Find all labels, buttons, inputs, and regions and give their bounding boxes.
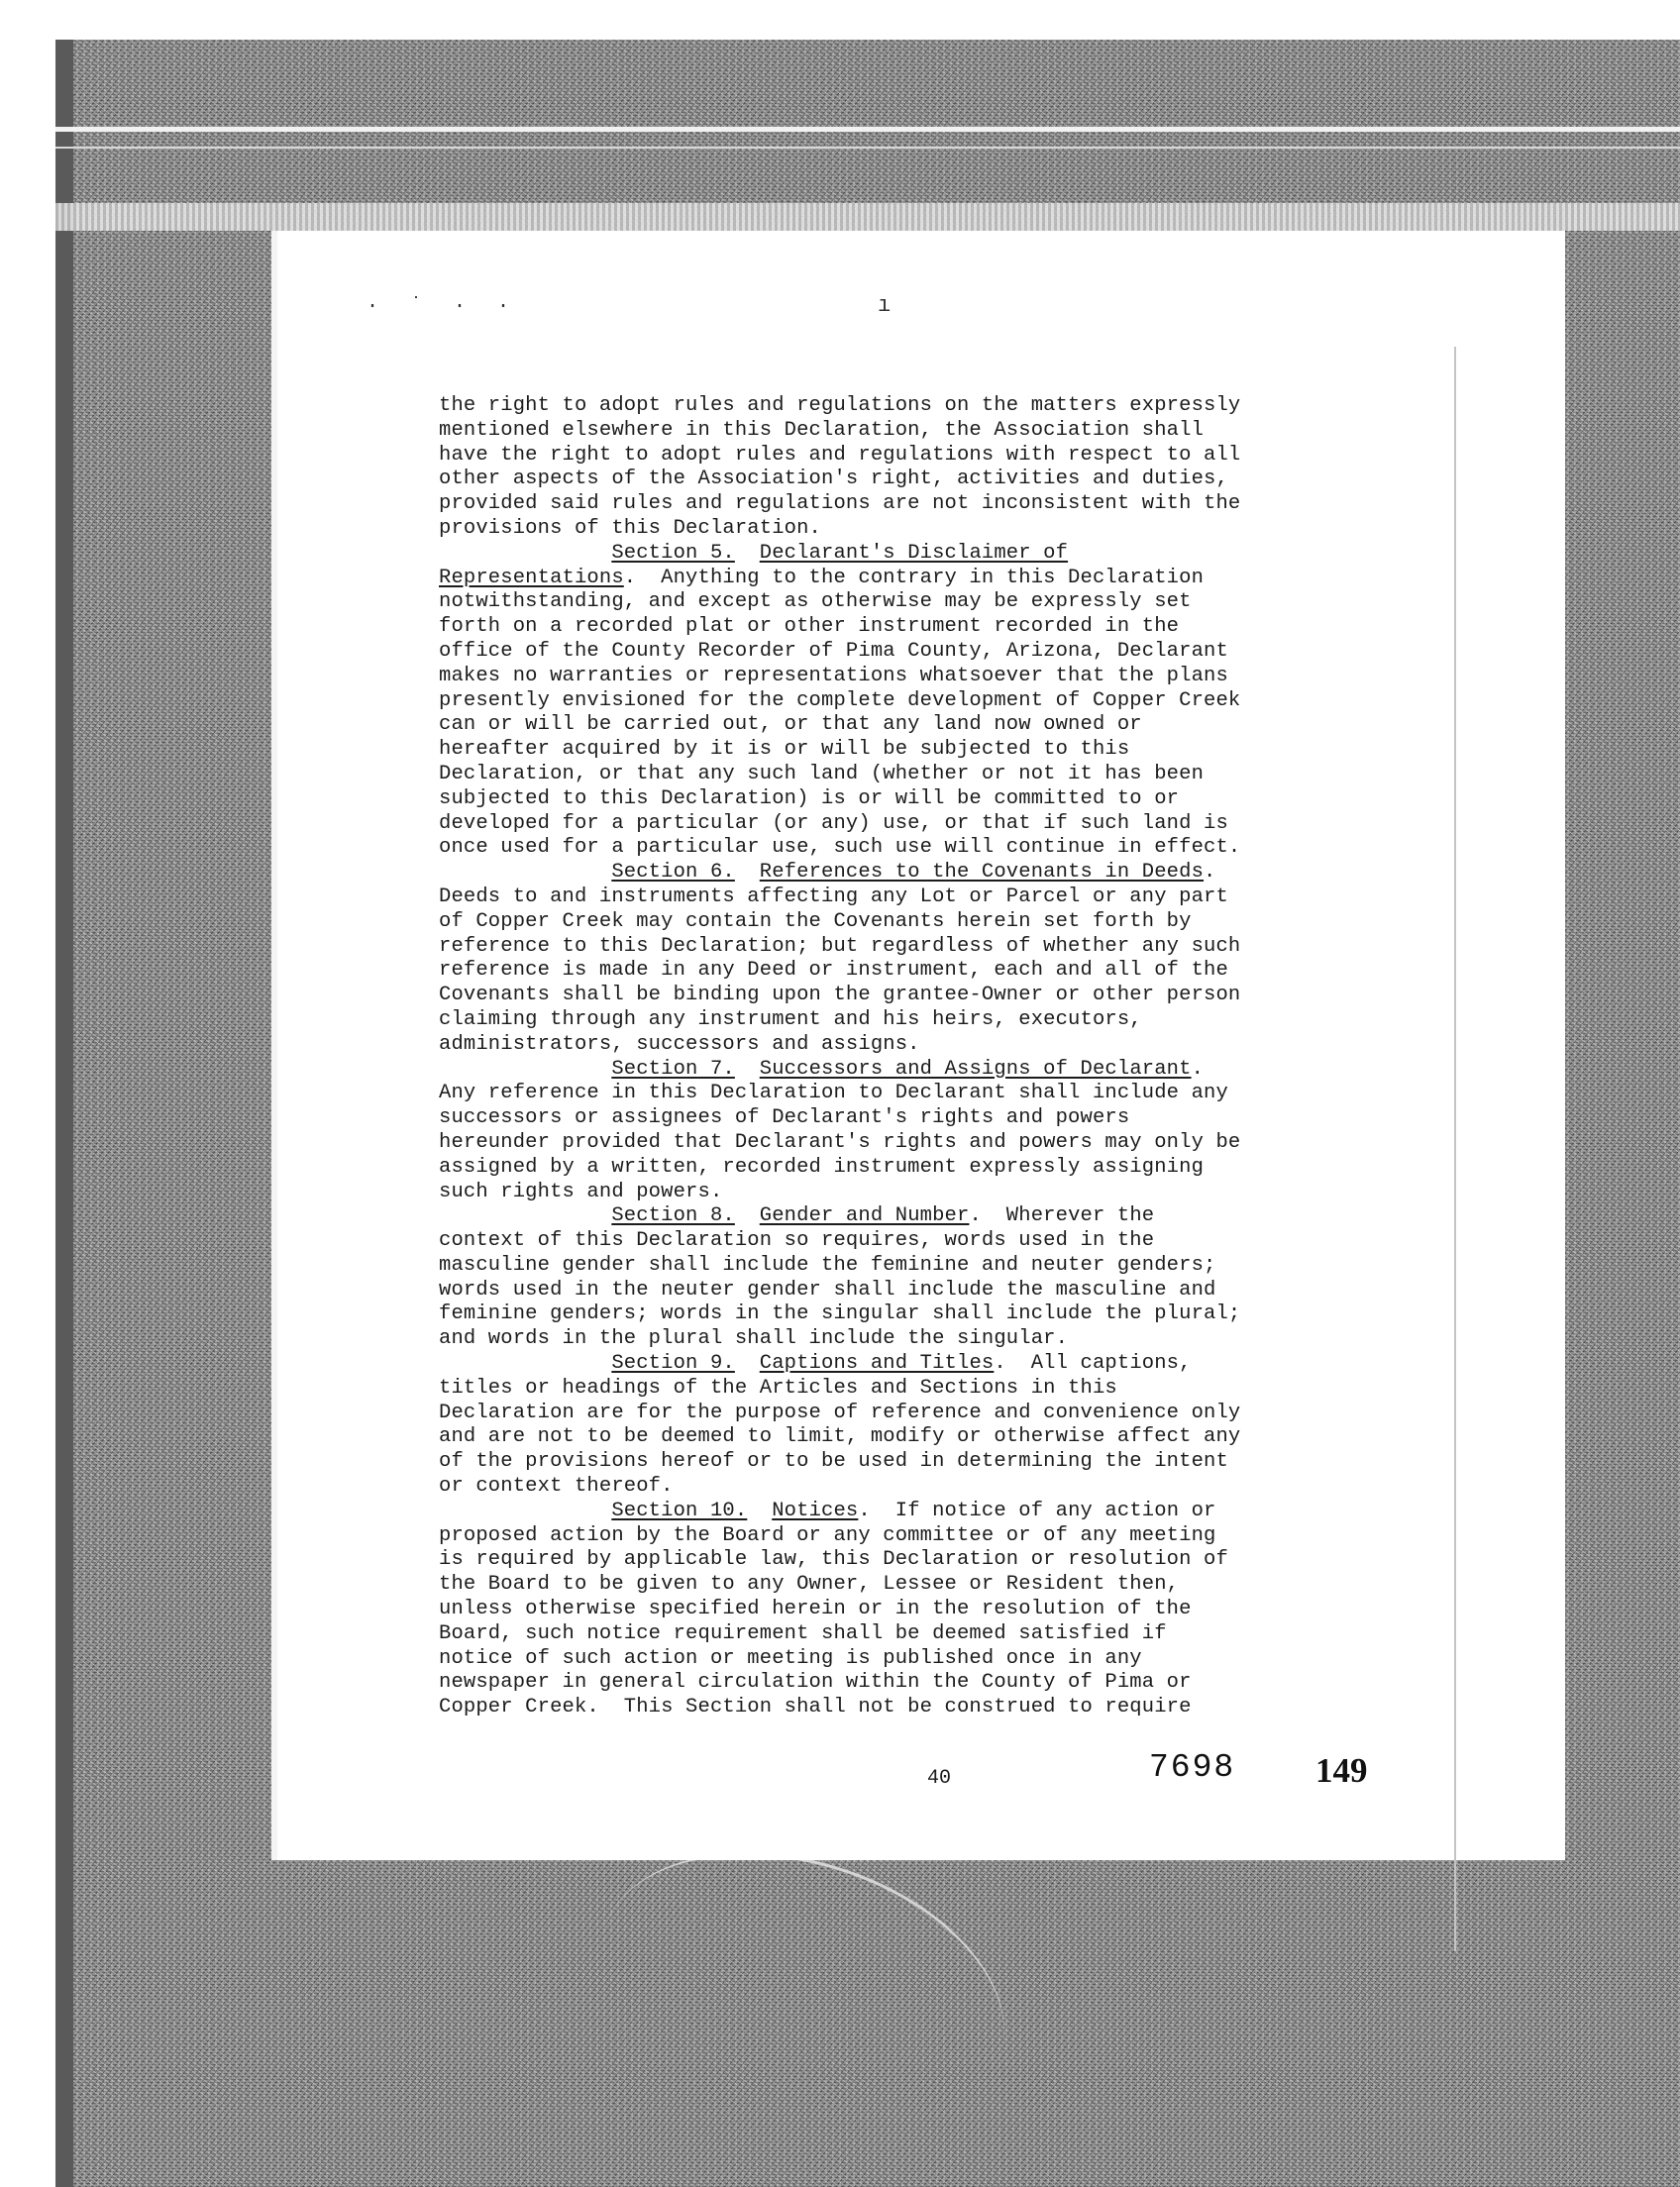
text-line xyxy=(439,1058,1449,1083)
text-line xyxy=(439,1450,1449,1475)
text-segment: mentioned elsewhere in this Declaration, the Association shall xyxy=(439,418,1205,442)
text-segment: such rights and powers. xyxy=(439,1180,723,1203)
text-line xyxy=(439,1402,1449,1426)
text-line xyxy=(439,590,1449,615)
scan-top-line-secondary xyxy=(55,147,1680,149)
text-segment: subjected to this Declaration) is or will be committed to or xyxy=(439,786,1180,810)
text-segment: Declaration are for the purpose of reference and convenience only xyxy=(439,1401,1241,1424)
text-line xyxy=(439,1548,1449,1573)
text-segment xyxy=(439,1204,611,1227)
text-line xyxy=(439,1033,1449,1058)
text-line xyxy=(439,1352,1449,1377)
text-line xyxy=(439,468,1449,492)
text-line xyxy=(439,935,1449,960)
text-segment: . All captions, xyxy=(994,1352,1192,1376)
text-segment: Section 7. xyxy=(611,1057,735,1081)
text-line xyxy=(439,1377,1449,1402)
text-segment: developed for a particular (or any) use, or that if such land is xyxy=(439,811,1228,835)
text-line xyxy=(439,1106,1449,1131)
text-segment: reference to this Declaration; but regardless of whether any such xyxy=(439,934,1241,958)
text-line xyxy=(439,861,1449,885)
text-line xyxy=(439,1156,1449,1181)
text-segment: . xyxy=(1191,1057,1205,1081)
docket-stamp: 7698 xyxy=(1149,1749,1236,1786)
scan-top-line xyxy=(55,127,1680,132)
text-segment: Section 9. xyxy=(611,1352,735,1376)
text-segment: administrators, successors and assigns. xyxy=(439,1032,920,1056)
text-line xyxy=(439,444,1449,469)
scan-right-line xyxy=(1454,347,1456,1951)
text-line xyxy=(439,1696,1449,1720)
text-line xyxy=(439,812,1449,837)
scan-band xyxy=(55,203,1680,231)
scan-specks: · ˙ · · xyxy=(367,295,520,318)
text-segment: hereunder provided that Declarant's rights and powers may only be xyxy=(439,1130,1241,1154)
text-line xyxy=(439,1082,1449,1106)
text-segment xyxy=(735,861,760,884)
document-body xyxy=(439,394,1449,1720)
text-segment: proposed action by the Board or any committee or of any meeting xyxy=(439,1523,1216,1547)
text-segment: and words in the plural shall include the singular. xyxy=(439,1327,1069,1351)
text-segment: context of this Declaration so requires, words used in the xyxy=(439,1229,1155,1253)
text-segment: the right to adopt rules and regulations on the matters expressly xyxy=(439,394,1241,417)
text-segment: or context thereof. xyxy=(439,1475,674,1499)
text-segment: assigned by a written, recorded instrument expressly assigning xyxy=(439,1155,1205,1179)
text-line xyxy=(439,984,1449,1008)
text-segment: provided said rules and regulations are not inconsistent with the xyxy=(439,492,1241,516)
text-line xyxy=(439,910,1449,935)
text-segment: can or will be carried out, or that any land now owned or xyxy=(439,713,1142,737)
text-segment: Successors and Assigns of Declarant xyxy=(759,1057,1192,1081)
text-line xyxy=(439,1279,1449,1303)
text-line xyxy=(439,394,1449,419)
text-segment: successors or assignees of Declarant's rights and powers xyxy=(439,1106,1130,1130)
text-segment: words used in the neuter gender shall include the masculine and xyxy=(439,1278,1216,1302)
page-stamp: 149 xyxy=(1315,1751,1368,1790)
text-line xyxy=(439,689,1449,714)
text-segment: notwithstanding, and except as otherwise may be expressly set xyxy=(439,590,1192,614)
text-segment: of Copper Creek may contain the Covenants herein set forth by xyxy=(439,909,1192,933)
text-segment: makes no warranties or representations whatsoever that the plans xyxy=(439,664,1228,687)
text-segment: is required by applicable law, this Declaration or resolution of xyxy=(439,1548,1228,1572)
text-segment xyxy=(439,861,611,884)
text-segment: Gender and Number xyxy=(759,1204,970,1228)
text-segment: Covenants shall be binding upon the grantee-Owner or other person xyxy=(439,984,1241,1007)
text-segment: Section 10. xyxy=(611,1499,748,1522)
text-segment: . Anything to the contrary in this Declaration xyxy=(623,566,1205,589)
text-line xyxy=(439,738,1449,763)
text-segment xyxy=(735,1352,760,1375)
text-segment xyxy=(439,1352,611,1375)
text-line xyxy=(439,1622,1449,1647)
text-line xyxy=(439,787,1449,812)
text-segment: Copper Creek. This Section shall not be construed to require xyxy=(439,1696,1192,1719)
text-segment: claiming through any instrument and his heirs, executors, xyxy=(439,1007,1142,1031)
text-segment: Section 5. xyxy=(611,541,735,565)
text-segment: Captions and Titles xyxy=(759,1352,995,1376)
text-line xyxy=(439,1524,1449,1549)
text-segment xyxy=(735,1058,760,1081)
text-line xyxy=(439,1008,1449,1033)
text-line xyxy=(439,885,1449,910)
text-line xyxy=(439,1500,1449,1524)
text-line xyxy=(439,1327,1449,1352)
text-segment: presently envisioned for the complete development of Copper Creek xyxy=(439,688,1241,712)
text-segment: masculine gender shall include the feminine and neuter genders; xyxy=(439,1253,1216,1277)
text-segment: Declarant's Disclaimer of xyxy=(759,541,1069,565)
text-line xyxy=(439,640,1449,665)
text-line xyxy=(439,492,1449,517)
text-line xyxy=(439,419,1449,444)
text-segment: Any reference in this Declaration to Declarant shall include any xyxy=(439,1082,1228,1105)
text-segment: notice of such action or meeting is published once in any xyxy=(439,1646,1142,1670)
text-line xyxy=(439,1573,1449,1598)
text-segment xyxy=(439,1500,611,1522)
text-line xyxy=(439,1647,1449,1672)
text-segment: forth on a recorded plat or other instrument recorded in the xyxy=(439,615,1180,639)
text-segment: reference is made in any Deed or instrument, each and all of the xyxy=(439,959,1228,983)
text-line xyxy=(439,1475,1449,1500)
text-line xyxy=(439,1181,1449,1205)
text-segment: other aspects of the Association's right, activities and duties, xyxy=(439,468,1228,491)
text-segment: of the provisions hereof or to be used in determining the intent xyxy=(439,1450,1228,1474)
text-segment: feminine genders; words in the singular shall include the plural; xyxy=(439,1302,1241,1326)
text-segment: . xyxy=(1204,861,1216,885)
text-segment: Declaration, or that any such land (whether or not it has been xyxy=(439,762,1205,785)
text-line xyxy=(439,1425,1449,1450)
text-segment: Section 6. xyxy=(611,861,735,885)
text-segment xyxy=(735,1204,760,1227)
text-segment: Section 8. xyxy=(611,1204,735,1228)
text-line xyxy=(439,713,1449,738)
text-line xyxy=(439,763,1449,787)
text-segment: . If notice of any action or xyxy=(858,1499,1216,1522)
text-line xyxy=(439,665,1449,689)
text-segment: titles or headings of the Articles and Sections in this xyxy=(439,1376,1117,1400)
text-line xyxy=(439,567,1449,591)
text-segment: References to the Covenants in Deeds xyxy=(759,861,1205,885)
text-segment: once used for a particular use, such use will continue in effect. xyxy=(439,836,1241,860)
text-segment xyxy=(439,1058,611,1081)
text-segment xyxy=(747,1500,772,1522)
text-segment: unless otherwise specified herein or in the resolution of the xyxy=(439,1598,1192,1621)
text-segment: . Wherever the xyxy=(969,1204,1155,1228)
text-line xyxy=(439,959,1449,984)
text-segment: the Board to be given to any Owner, Lessee or Resident then, xyxy=(439,1573,1180,1597)
text-line xyxy=(439,615,1449,640)
text-segment: have the right to adopt rules and regulations with respect to all xyxy=(439,443,1241,467)
text-line xyxy=(439,836,1449,861)
text-segment: newspaper in general circulation within the County of Pima or xyxy=(439,1671,1192,1695)
text-line xyxy=(439,517,1449,542)
text-line xyxy=(439,1204,1449,1229)
text-segment xyxy=(735,542,760,565)
text-segment xyxy=(439,542,611,565)
text-segment: hereafter acquired by it is or will be subjected to this xyxy=(439,738,1130,762)
text-segment: office of the County Recorder of Pima County, Arizona, Declarant xyxy=(439,639,1228,663)
text-line xyxy=(439,1671,1449,1696)
text-line xyxy=(439,1302,1449,1327)
text-line xyxy=(439,1598,1449,1622)
text-line xyxy=(439,542,1449,567)
text-segment: Deeds to and instruments affecting any Lot or Parcel or any part xyxy=(439,885,1228,908)
text-segment: Notices xyxy=(772,1499,859,1522)
text-line xyxy=(439,1229,1449,1254)
scan-left-edge xyxy=(55,40,73,2187)
page-number: 40 xyxy=(927,1767,952,1790)
text-line xyxy=(439,1131,1449,1156)
text-line xyxy=(439,1254,1449,1279)
text-segment: and are not to be deemed to limit, modify or otherwise affect any xyxy=(439,1425,1241,1449)
text-segment: Representations xyxy=(439,566,624,589)
text-segment: provisions of this Declaration. xyxy=(439,516,822,540)
text-segment: Board, such notice requirement shall be deemed satisfied if xyxy=(439,1621,1167,1645)
scan-speck: ı xyxy=(878,293,892,318)
